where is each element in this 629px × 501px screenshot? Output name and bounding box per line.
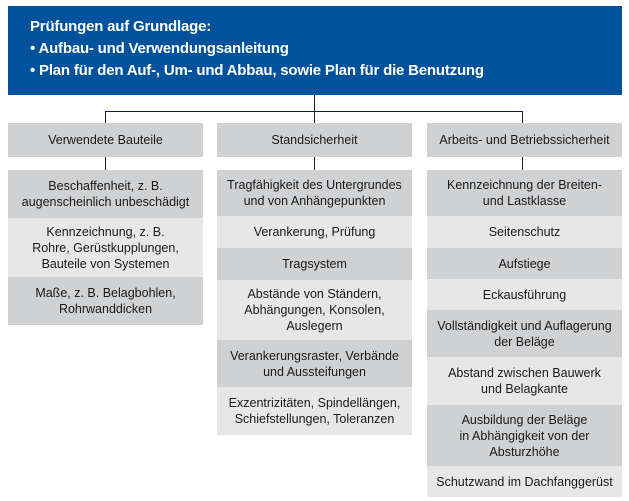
list-item: Abstand zwischen Bauwerk und Belagkante xyxy=(427,357,622,405)
list-item: Tragfähigkeit des Untergrundes und von Anhängepunkten xyxy=(217,170,412,216)
header-bullet-2: • Plan für den Auf-, Um- und Abbau, sowie Plan für die Benutzung xyxy=(30,62,484,79)
column-verwendete-bauteile xyxy=(8,170,203,325)
list-item: Schutzwand im Dachfanggerüst xyxy=(427,466,622,497)
header-title: Prüfungen auf Grundlage: xyxy=(30,18,212,35)
connector-col3-down xyxy=(522,157,523,170)
category-standsicherheit: Standsicherheit xyxy=(217,123,412,157)
connector-col1-down xyxy=(105,157,106,170)
list-item: Beschaffenheit, z. B. augenscheinlich unbeschädigt xyxy=(8,170,203,218)
column-standsicherheit xyxy=(217,170,412,435)
list-item: Vollständigkeit und Auflagerung der Beläge xyxy=(427,310,622,357)
list-item: Tragsystem xyxy=(217,248,412,280)
list-item: Kennzeichnung, z. B. Rohre, Gerüstkupplungen, Bauteile von Systemen xyxy=(8,218,203,277)
list-item: Kennzeichnung der Breiten- und Lastklasse xyxy=(427,170,622,216)
list-item: Verankerungsraster, Verbände und Aussteifungen xyxy=(217,340,412,387)
connector-col2-down xyxy=(314,157,315,170)
connector-horizontal xyxy=(105,111,523,112)
column-arbeits-betriebssicherheit xyxy=(427,170,622,497)
category-arbeits-betriebssicherheit: Arbeits- und Betriebssicherheit xyxy=(427,123,622,157)
list-item: Maße, z. B. Belagbohlen, Rohrwanddicken xyxy=(8,277,203,325)
header-bullet-1: • Aufbau- und Verwendungsanleitung xyxy=(30,40,289,57)
list-item: Abstände von Ständern, Abhängungen, Konsolen, Auslegern xyxy=(217,280,412,340)
connector-left-drop xyxy=(105,111,106,123)
list-item: Verankerung, Prüfung xyxy=(217,216,412,248)
list-item: Seitenschutz xyxy=(427,216,622,248)
header-box xyxy=(8,6,622,95)
connector-trunk xyxy=(314,95,315,123)
list-item: Ausbildung der Beläge in Abhängigkeit von der Absturzhöhe xyxy=(427,405,622,466)
category-verwendete-bauteile: Verwendete Bauteile xyxy=(8,123,203,157)
list-item: Aufstiege xyxy=(427,248,622,279)
list-item: Eckausführung xyxy=(427,279,622,310)
list-item: Exzentrizitäten, Spindellängen, Schiefstellungen, Toleranzen xyxy=(217,387,412,435)
connector-right-drop xyxy=(522,111,523,123)
